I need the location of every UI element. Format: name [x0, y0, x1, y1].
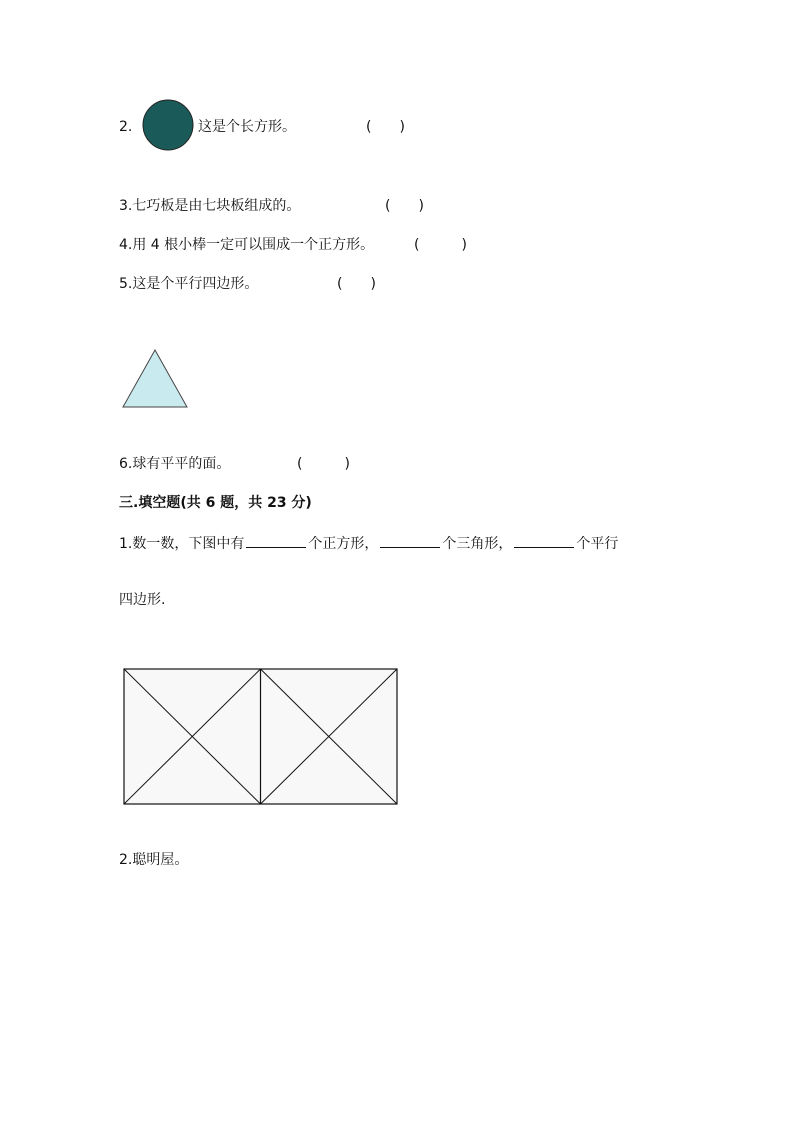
q6-text: 6.球有平平的面。 — [119, 456, 231, 472]
q2-text: 这是个长方形。 — [198, 119, 296, 135]
q4-text: 4.用 4 根小棒一定可以围成一个正方形。 — [119, 237, 375, 253]
q6-answer-paren[interactable]: ( ) — [297, 456, 350, 472]
q2-answer-paren[interactable]: ( ) — [366, 119, 405, 135]
q4-answer-paren[interactable]: ( ) — [414, 237, 467, 253]
q5-text: 5.这是个平行四边形。 — [119, 276, 259, 292]
fill-q1-part4: 个平行 — [576, 536, 619, 552]
q5-answer-paren[interactable]: ( ) — [337, 276, 376, 292]
blank-triangles[interactable] — [380, 533, 440, 548]
counting-figure — [123, 668, 399, 806]
fill-q1-part2: 个正方形， — [308, 536, 379, 552]
fill-q2-text: 2.聪明屋。 — [119, 852, 189, 868]
circle-figure — [142, 99, 194, 151]
q2-number: 2. — [119, 119, 133, 135]
fill-q1-line2: 四边形. — [119, 592, 166, 608]
section-heading: 三.填空题(共 6 题，共 23 分) — [119, 495, 312, 511]
triangle-figure — [121, 348, 191, 410]
q3-answer-paren[interactable]: ( ) — [385, 198, 424, 214]
fill-q1-line1 — [119, 533, 618, 554]
q3-text: 3.七巧板是由七块板组成的。 — [119, 198, 301, 214]
blank-squares[interactable] — [246, 533, 306, 548]
blank-parallelograms[interactable] — [514, 533, 574, 548]
fill-q1-part1: 1.数一数，下图中有 — [119, 536, 245, 552]
fill-q1-part3: 个三角形， — [442, 536, 513, 552]
